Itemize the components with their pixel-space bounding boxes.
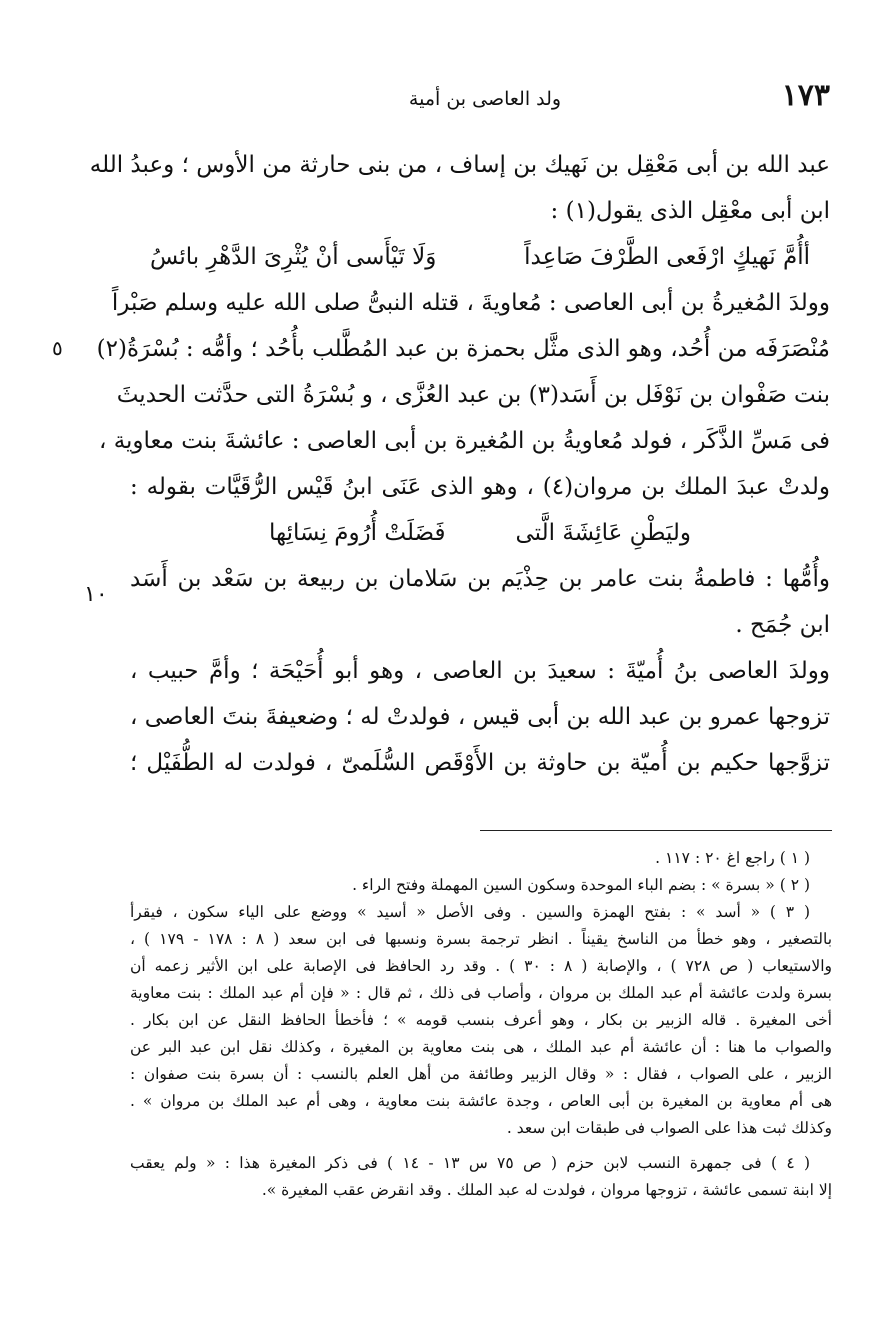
text-line: تزوجها عمرو بن عبد الله بن أبى قيس ، فولدتْ له ؛ وضعيفةَ بنتَ العاصى ، [130, 704, 830, 730]
verse-hemistich-first: وليَطْنِ عَائِشَةَ الَّتى [515, 520, 692, 546]
footnote-line: الزبير ، على الصواب ، فقال : « وقال الزبير وطائفة من أهل العلم بالنسب : أن بسرة بنت صفوان : [130, 1065, 832, 1083]
footnote-line: والاستيعاب ( ص ٧٢٨ ) ، والإصابة ( ٨ : ٣٠ ) . وقد رد الحافظ فى الإصابة على ابن الأثير زعمه أن [130, 957, 833, 975]
line-number-5: ٥ [52, 336, 63, 360]
verse-hemistich-first: أأُمَّ نَهيكٍ ارْفَعى الطَّرْفَ صَاعِداً [524, 244, 810, 270]
text-line: فى مَسِّ الذَّكَر ، فولد مُعاويةُ بن المُغيرة بن أبى العاصى : عائشةَ بنت معاوية ، [98, 428, 830, 454]
text-line: بنت صَفْوان بن نَوْفَل بن أَسَد(٣) بن عبد العُزَّى ، و بُسْرَةُ التى حدَّثت الحديثَ [116, 382, 830, 408]
footnote-line: إلا ابنة تسمى عائشة ، تزوجها مروان ، فولدت له عبد الملك . وقد انقرض عقب المغيرة ». [261, 1181, 832, 1199]
text-line: مُنْصَرَفَه من أُحُد، وهو الذى مثَّل بحمزة بن عبد المُطَّلب بأُحُد ؛ وأمُّه : بُسْرَةُ(٢) [96, 336, 830, 362]
text-line: عبد الله بن أبى مَعْقِل بن نَهيك بن إساف ، من بنى حارثة من الأوس ؛ وعبدُ الله [89, 152, 830, 178]
text-line: تزوَّجها حكيم بن أُميّة بن حاوثة بن الأَوْقَص السُّلَمىّ ، فولدت له الطُّفَيْل ؛ [130, 750, 830, 776]
verse-hemistich-second: فَضَلَتْ أُرُومَ نِسَائِها [268, 520, 446, 546]
line-number-10: ١٠ [84, 582, 108, 607]
verse [130, 234, 830, 280]
verse-hemistich-second: وَلَا تَيْأَسى أنْ يُثْرِىَ الدَّهْرِ بائسُ [150, 244, 437, 270]
footnote-divider [480, 830, 832, 831]
text-line: ولدتْ عبدَ الملك بن مروان(٤) ، وهو الذى عَنَى ابنُ قَيْس الرُّقَيَّات بقوله : [130, 474, 831, 500]
footnote-line: هى أم معاوية بن المغيرة بن أبى العاص ، وجدة عائشة بنت معاوية ، وهى أم عبد الملك بن مروان » . [130, 1092, 832, 1110]
verse [130, 510, 830, 556]
footnote-1: ( ١ ) راجع اغ ٢٠ : ١١٧ . [655, 849, 810, 867]
footnotes [130, 845, 832, 1204]
footnote-line: بالتصغير ، وهو خطأ من الناسخ يقيناً . انظر ترجمة بسرة ونسبها فى ابن سعد ( ٨ : ١٧٨ - ١٧٩ ) ، [130, 930, 833, 948]
footnote-line: وكذلك ثبت هذا على الصواب فى طبقات ابن سعد . [506, 1119, 832, 1137]
page-header [140, 78, 830, 118]
footnote-line: بسرة ولدت عائشة أم عبد الملك بن مروان ، وأصاب فى ذلك ، ثم قال : « فإن أم عبد الملك : بنت معاوية [130, 984, 832, 1002]
text-line: وأُمُّها : فاطمةُ بنت عامر بن حِذْيَم بن سَلامان بن ربيعة بن سَعْد بن أَسَد [130, 566, 830, 592]
text-line: وولدَ العاصى بنُ أُميّةَ : سعيدَ بن العاصى ، وهو أبو أُحَيْحَة ؛ وأمَّ حبيب ، [130, 658, 830, 684]
footnote-line: والصواب ما هنا : أن عائشة أم عبد الملك ، هى بنت معاوية بن المغيرة ، وكذلك نقل ابن عبد البر عن [130, 1038, 832, 1056]
footnote-spacer [130, 1142, 832, 1150]
footnote-2: ( ٢ ) « بسرة » : بضم الباء الموحدة وسكون السين المهملة وفتح الراء . [352, 876, 810, 894]
running-head: ولد العاصى بن أمية [408, 88, 562, 110]
footnote-3: ( ٣ ) « أسد » : بفتح الهمزة والسين . وفى الأصل « أسيد » ووضع على الياء سكون ، فيقرأ [130, 903, 810, 921]
footnote-4: ( ٤ ) فى جمهرة النسب لابن حزم ( ص ٧٥ س ١٣ - ١٤ ) فى ذكر المغيرة هذا : « ولم يعقب [130, 1154, 810, 1172]
text-line: ابن جُمَح . [735, 612, 830, 638]
page-number: ١٧٣ [781, 78, 830, 113]
text-line: وولدَ المُغيرةُ بن أبى العاصى : مُعاويةَ ، قتله النبىُّ صلى الله عليه وسلم صَبْراً [111, 290, 830, 316]
text-line: ابن أبى معْقِل الذى يقول(١) : [550, 198, 830, 224]
footnote-line: أخى المغيرة . قاله الزبير بن بكار ، وهو أعرف بنسب قومه » ؛ فأخطأ الحافظ النقل عن ابن بكار . [130, 1011, 832, 1029]
